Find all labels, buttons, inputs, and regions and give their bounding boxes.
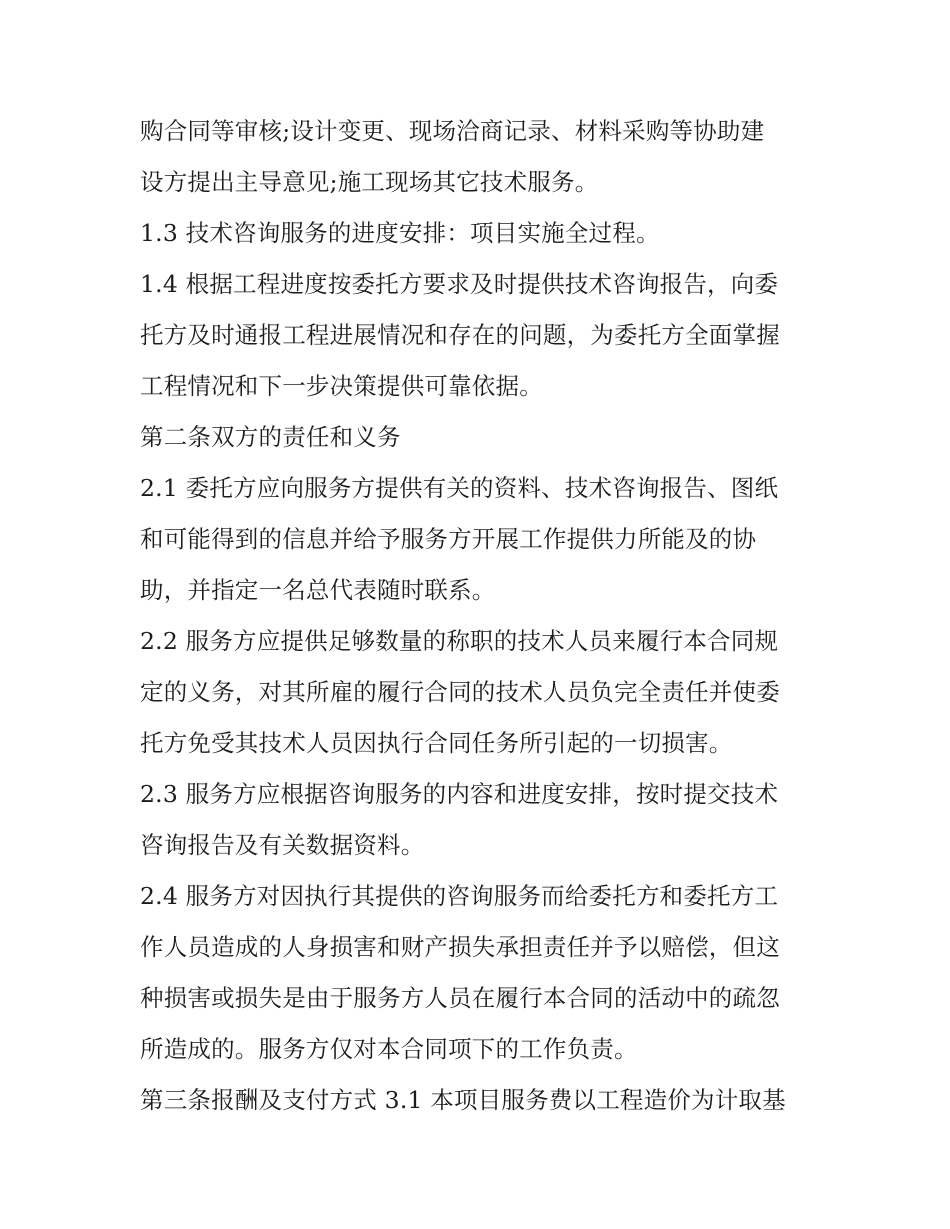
section-heading: 第三条报酬及支付方式 3.1 本项目服务费以工程造价为计取基 [140, 1086, 786, 1114]
text-line: 咨询报告及有关数据资料。 [140, 831, 425, 859]
text-line: 2.2 服务方应提供足够数量的称职的技术人员来履行本合同规 [140, 627, 779, 655]
text-line: 助，并指定一名总代表随时联系。 [140, 576, 496, 604]
text-line: 和可能得到的信息并给予服务方开展工作提供力所能及的协 [140, 525, 757, 553]
text-line: 托方免受其技术人员因执行合同任务所引起的一切损害。 [140, 729, 733, 757]
text-line: 2.1 委托方应向服务方提供有关的资料、技术咨询报告、图纸 [140, 474, 779, 502]
text-line: 所造成的。服务方仅对本合同项下的工作负责。 [140, 1035, 638, 1063]
text-line: 1.3 技术咨询服务的进度安排：项目实施全过程。 [140, 219, 660, 247]
document-body [140, 106, 820, 1126]
text-line: 1.4 根据工程进度按委托方要求及时提供技术咨询报告，向委 [140, 270, 779, 298]
text-line: 2.4 服务方对因执行其提供的咨询服务而给委托方和委托方工 [140, 882, 779, 910]
text-line: 托方及时通报工程进展情况和存在的问题，为委托方全面掌握 [140, 321, 780, 349]
text-line: 种损害或损失是由于服务方人员在履行本合同的活动中的疏忽 [140, 984, 780, 1012]
text-line: 定的义务，对其所雇的履行合同的技术人员负完全责任并使委 [140, 678, 780, 706]
text-line: 作人员造成的人身损害和财产损失承担责任并予以赔偿，但这 [140, 933, 780, 961]
section-heading: 第二条双方的责任和义务 [140, 423, 401, 451]
text-line: 设方提出主导意见;施工现场其它技术服务。 [140, 168, 599, 196]
text-line: 2.3 服务方应根据咨询服务的内容和进度安排，按时提交技术 [140, 780, 779, 808]
text-line: 购合同等审核;设计变更、现场洽商记录、材料采购等协助建 [140, 117, 765, 145]
text-line: 工程情况和下一步决策提供可靠依据。 [140, 372, 543, 400]
